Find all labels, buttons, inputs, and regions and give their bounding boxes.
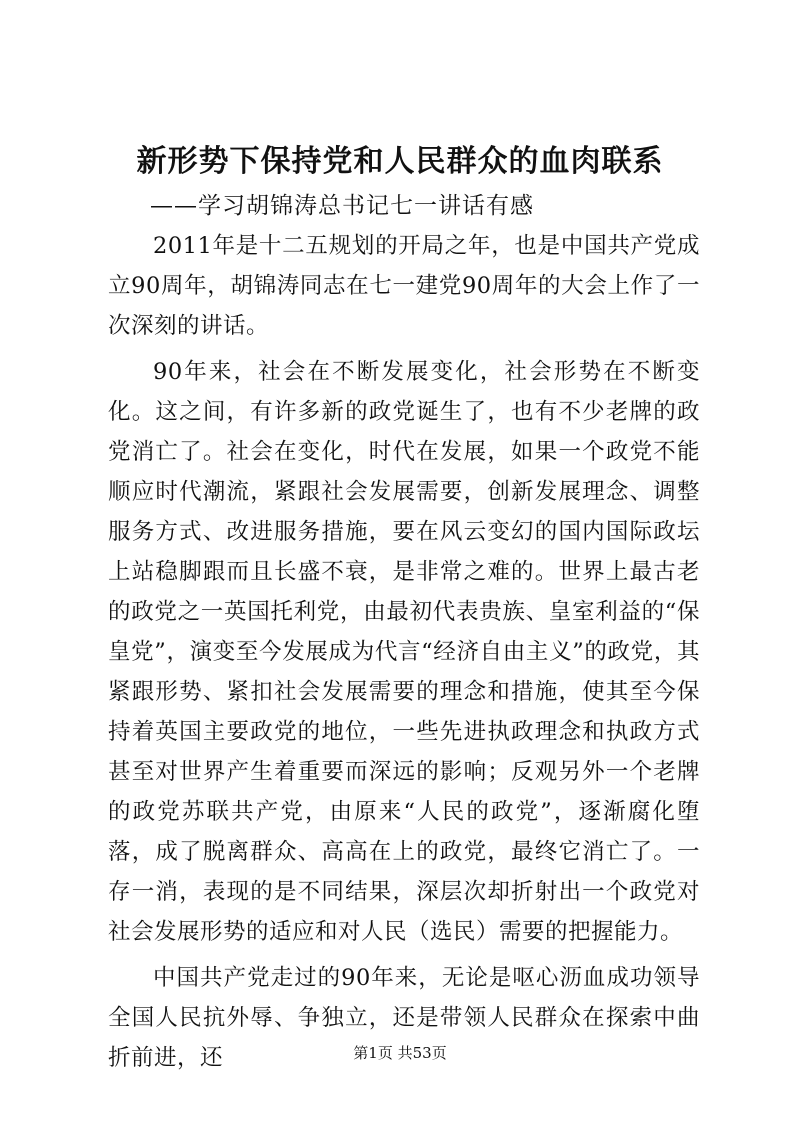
- document-title: 新形势下保持党和人民群众的血肉联系: [136, 144, 664, 179]
- page-number-footer: 第1页 共53页: [353, 1044, 447, 1062]
- paragraph: 中国共产党走过的90年来，无论是呕心沥血成功领导全国人民抗外辱、争独立，还是带领人民群众在探索中曲折前进，还: [108, 965, 700, 1071]
- document-subtitle: ——学习胡锦涛总书记七一讲话有感: [150, 193, 534, 219]
- paragraph: 90年来，社会在不断发展变化，社会形势在不断变化。这之间，有许多新的政党诞生了，也有不少老牌的政党消亡了。社会在变化，时代在发展，如果一个政党不能顺应时代潮流，紧跟社会发展需要，创新发展理念、调整服务方式、改进服务措施，要在风云变幻的国内国际政坛上站稳脚跟而且长盛不衰，是非常之难的。世界上最古老的政党之一英国托利党，由最初代表贵族、皇室利益的“保皇党”，演变至今发展成为代言“经济自由主义”的政党，其紧跟形势、紧扣社会发展需要的理念和措施，使其至今保持着英国主要政党的地位，一些先进执政理念和执政方式甚至对世界产生着重要而深远的影响；反观另外一个老牌的政党苏联共产党，由原来“人民的政党”，逐渐腐化堕落，成了脱离群众、高高在上的政党，最终它消亡了。一存一消，表现的是不同结果，深层次却折射出一个政党对社会发展形势的适应和对人民（选民）需要的把握能力。: [108, 359, 700, 945]
- document-body: [108, 226, 700, 1084]
- paragraph: 2011年是十二五规划的开局之年，也是中国共产党成立90周年，胡锦涛同志在七一建党90周年的大会上作了一次深刻的讲话。: [108, 233, 700, 339]
